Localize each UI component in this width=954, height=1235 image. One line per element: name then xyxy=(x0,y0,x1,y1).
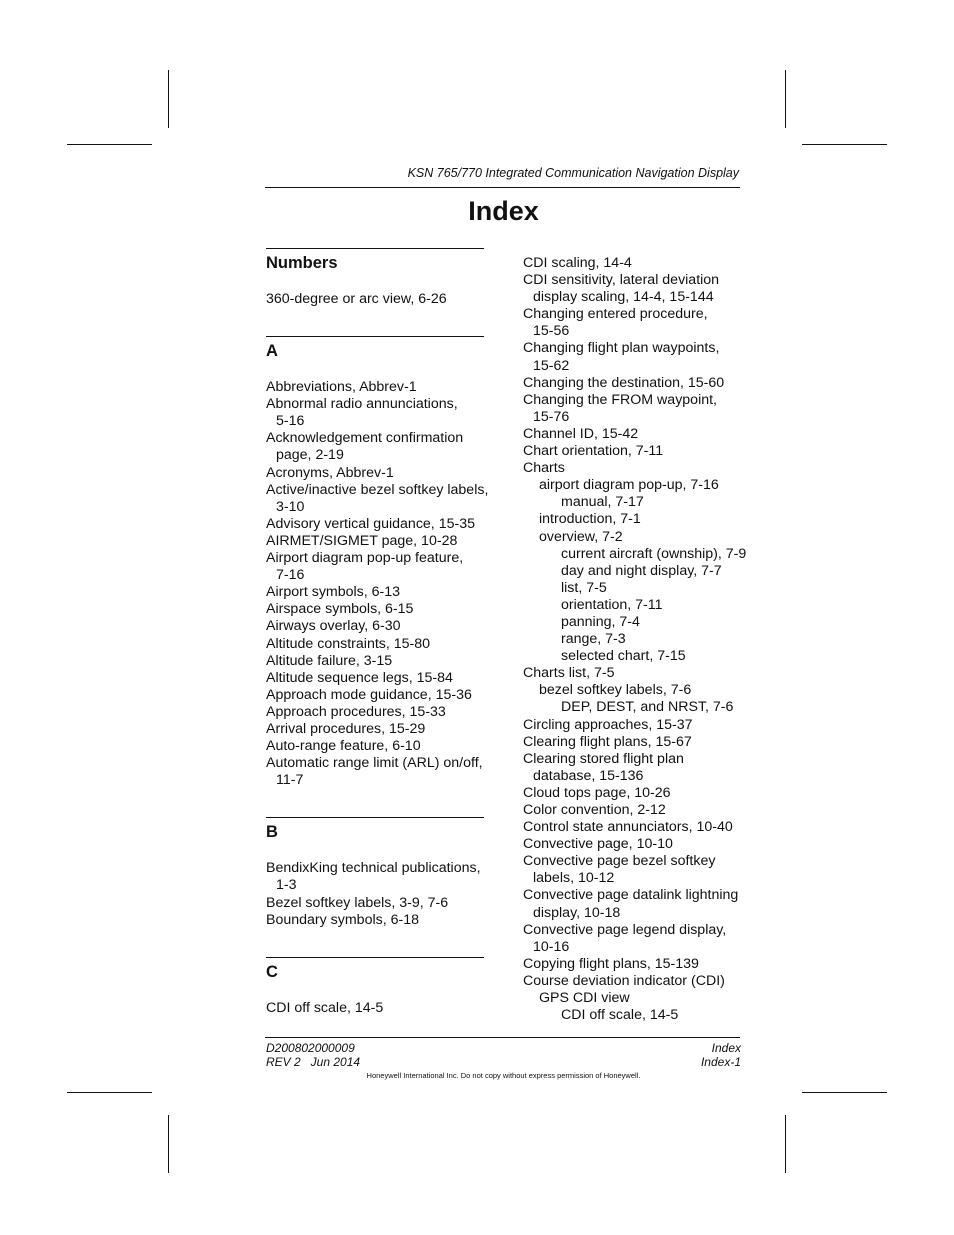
entry-line: Approach mode guidance, 15-36 xyxy=(266,686,472,703)
entry-line: display, 10-18 xyxy=(533,904,621,921)
entry-line: Charts list, 7-5 xyxy=(523,665,615,682)
entry-line: Course deviation indicator (CDI) xyxy=(523,972,725,989)
index-entry xyxy=(523,340,748,374)
entry-line: 5-16 xyxy=(276,413,305,430)
entry-line: Altitude sequence legs, 15-84 xyxy=(266,669,453,686)
index-entry xyxy=(523,922,748,956)
crop-mark xyxy=(785,70,786,128)
entry-line: Boundary symbols, 6-18 xyxy=(266,911,419,928)
index-entry xyxy=(523,819,748,836)
entry-line: Cloud tops page, 10-26 xyxy=(523,784,671,801)
index-entry xyxy=(523,785,748,802)
entry-line: Color convention, 2-12 xyxy=(523,802,666,818)
index-section xyxy=(266,817,486,928)
crop-mark xyxy=(168,70,169,128)
section-heading: Numbers xyxy=(266,254,338,272)
entry-line: 3-10 xyxy=(276,498,305,515)
copyright-notice: Honeywell International Inc. Do not copy without express permission of Honeywell. xyxy=(366,1071,641,1080)
index-section xyxy=(266,248,486,308)
index-entry xyxy=(266,721,486,738)
index-entry xyxy=(266,291,486,308)
entry-line: Changing flight plan waypoints, xyxy=(523,340,720,357)
index-entry xyxy=(523,717,748,734)
index-entry xyxy=(523,375,748,392)
running-header: KSN 765/770 Integrated Communication Navigation Display xyxy=(407,166,739,180)
entry-line: database, 15-136 xyxy=(533,767,644,784)
entry-line: GPS CDI view xyxy=(539,990,630,1007)
index-entry xyxy=(266,1000,486,1017)
index-entry xyxy=(523,255,748,272)
entry-line: Changing the destination, 15-60 xyxy=(523,374,725,391)
entry-line: display scaling, 14-4, 15-144 xyxy=(533,289,714,306)
entry-line: Airways overlay, 6-30 xyxy=(266,618,401,635)
index-right-column xyxy=(523,255,748,1024)
entry-line: BendixKing technical publications, xyxy=(266,860,481,877)
entry-line: range, 7-3 xyxy=(561,631,626,648)
entry-line: Airport symbols, 6-13 xyxy=(266,584,401,601)
entry-line: list, 7-5 xyxy=(561,579,607,596)
entry-line: CDI off scale, 14-5 xyxy=(266,999,384,1016)
entry-line: Airport diagram pop-up feature, xyxy=(266,550,464,567)
entry-line: Convective page, 10-10 xyxy=(523,836,673,853)
entry-line: Airspace symbols, 6-15 xyxy=(266,601,414,618)
index-entry xyxy=(523,751,748,785)
index-entry xyxy=(523,511,748,528)
entry-line: Bezel softkey labels, 3-9, 7-6 xyxy=(266,894,449,911)
index-entry xyxy=(266,379,486,396)
entry-line: Abbreviations, Abbrev-1 xyxy=(266,379,417,396)
entry-line: overview, 7-2 xyxy=(539,528,623,545)
entry-line: Active/inactive bezel softkey labels, xyxy=(266,481,489,498)
index-entry xyxy=(266,601,486,618)
index-entry xyxy=(523,306,748,340)
index-entry xyxy=(266,550,486,584)
index-entry xyxy=(266,396,486,430)
index-entry xyxy=(266,670,486,687)
entry-line: CDI off scale, 14-5 xyxy=(561,1007,679,1024)
entry-line: bezel softkey labels, 7-6 xyxy=(539,682,692,699)
index-entry xyxy=(523,272,748,306)
section-entries xyxy=(266,291,486,308)
section-entries xyxy=(266,1000,486,1017)
entry-line: introduction, 7-1 xyxy=(539,511,641,528)
entry-line: 1-3 xyxy=(276,877,297,894)
entry-line: 15-56 xyxy=(533,323,570,340)
index-entry xyxy=(523,973,748,990)
page-title: Index xyxy=(468,196,539,226)
index-entry xyxy=(523,802,748,819)
index-entry xyxy=(266,584,486,601)
index-entry xyxy=(266,516,486,533)
index-section xyxy=(266,336,489,789)
entry-line: page, 2-19 xyxy=(276,447,344,464)
index-entry xyxy=(523,460,748,477)
revision: REV 2 Jun 2014 xyxy=(266,1055,361,1069)
entry-line: DEP, DEST, and NRST, 7-6 xyxy=(561,699,734,716)
index-entry xyxy=(523,836,748,853)
section-entries xyxy=(266,860,486,928)
entry-line: CDI scaling, 14-4 xyxy=(523,255,632,271)
index-entry xyxy=(523,477,748,511)
crop-mark xyxy=(785,1115,786,1173)
index-entry xyxy=(523,665,748,682)
crop-mark xyxy=(168,1115,169,1173)
index-entry xyxy=(523,426,748,443)
index-entry xyxy=(266,704,486,721)
entry-line: labels, 10-12 xyxy=(533,870,615,887)
index-entry xyxy=(266,618,486,635)
index-entry xyxy=(266,860,486,894)
index-entry xyxy=(523,699,748,716)
index-entry xyxy=(523,631,748,648)
entry-line: Approach procedures, 15-33 xyxy=(266,703,446,720)
index-entry xyxy=(523,648,748,665)
entry-line: selected chart, 7-15 xyxy=(561,648,686,665)
index-entry xyxy=(266,533,486,550)
entry-line: Arrival procedures, 15-29 xyxy=(266,720,426,737)
entry-line: 11-7 xyxy=(276,772,304,789)
index-entry xyxy=(523,734,748,751)
entry-line: 15-62 xyxy=(533,357,570,374)
index-section xyxy=(266,957,486,1017)
entry-line: Auto-range feature, 6-10 xyxy=(266,738,421,755)
entry-line: AIRMET/SIGMET page, 10-28 xyxy=(266,532,458,549)
entry-line: Convective page legend display, xyxy=(523,921,727,938)
index-entry xyxy=(266,653,486,670)
index-entry xyxy=(523,614,748,631)
index-entry xyxy=(523,597,748,614)
index-entry xyxy=(523,887,748,921)
entry-line: Control state annunciators, 10-40 xyxy=(523,819,733,836)
index-entry xyxy=(266,738,486,755)
entry-line: CDI sensitivity, lateral deviation xyxy=(523,272,720,289)
footer-right xyxy=(701,1041,741,1069)
entry-line: 360-degree or arc view, 6-26 xyxy=(266,291,447,307)
crop-mark xyxy=(67,144,152,145)
entry-line: airport diagram pop-up, 7-16 xyxy=(539,477,719,494)
page-number: Index-1 xyxy=(700,1055,741,1069)
index-entry xyxy=(266,430,486,464)
section-heading: B xyxy=(266,823,278,842)
entry-line: Charts xyxy=(523,460,565,477)
entry-line: Acronyms, Abbrev-1 xyxy=(266,464,394,481)
entry-line: 15-76 xyxy=(533,408,570,425)
entry-line: 10-16 xyxy=(533,938,570,955)
section-rule xyxy=(266,248,484,249)
index-entry xyxy=(523,853,748,887)
entry-line: Changing the FROM waypoint, xyxy=(523,391,717,408)
entry-line: Acknowledgement confirmation xyxy=(266,430,464,447)
entry-line: day and night display, 7-7 xyxy=(561,562,722,579)
crop-mark xyxy=(802,1092,887,1093)
index-entry xyxy=(266,636,486,653)
section-rule xyxy=(266,957,484,958)
doc-number: D200802000009 xyxy=(266,1041,355,1055)
index-entry xyxy=(523,1007,748,1024)
entry-line: Copying flight plans, 15-139 xyxy=(523,955,699,972)
crop-mark xyxy=(802,144,887,145)
index-entry xyxy=(266,755,486,789)
index-left-column xyxy=(266,248,489,1017)
entry-line: Clearing stored flight plan xyxy=(523,750,684,767)
footer-rule xyxy=(265,1037,740,1038)
entry-line: Altitude constraints, 15-80 xyxy=(266,635,431,652)
header-rule xyxy=(265,187,740,188)
index-entry xyxy=(523,682,748,699)
index-entry xyxy=(523,956,748,973)
index-entry xyxy=(523,392,748,426)
entry-line: Clearing flight plans, 15-67 xyxy=(523,733,692,750)
section-heading: C xyxy=(266,962,278,981)
entry-line: panning, 7-4 xyxy=(561,613,640,630)
section-heading: A xyxy=(266,342,278,361)
section-entries xyxy=(266,379,489,789)
index-entry xyxy=(523,529,748,546)
entry-line: orientation, 7-11 xyxy=(561,596,663,613)
entry-line: Abnormal radio annunciations, xyxy=(266,396,458,413)
entry-line: 7-16 xyxy=(276,567,305,584)
index-entry xyxy=(266,465,486,482)
entry-line: manual, 7-17 xyxy=(561,494,644,511)
footer-left xyxy=(266,1041,360,1069)
section-rule xyxy=(266,817,484,818)
crop-mark xyxy=(67,1092,152,1093)
entry-line: Changing entered procedure, xyxy=(523,306,708,323)
index-entry xyxy=(523,563,748,580)
index-entry xyxy=(523,443,748,460)
entry-line: Advisory vertical guidance, 15-35 xyxy=(266,515,475,532)
entry-line: Convective page bezel softkey xyxy=(523,853,716,870)
entry-line: Circling approaches, 15-37 xyxy=(523,716,693,733)
entry-line: Channel ID, 15-42 xyxy=(523,425,639,442)
index-entry xyxy=(523,990,748,1007)
section-rule xyxy=(266,336,484,337)
entry-line: Chart orientation, 7-11 xyxy=(523,443,664,460)
index-entry xyxy=(266,912,486,929)
index-entry xyxy=(523,580,748,597)
index-entry xyxy=(523,546,748,563)
entry-line: Altitude failure, 3-15 xyxy=(266,652,393,669)
index-entry xyxy=(266,687,486,704)
index-entry xyxy=(266,481,489,516)
entry-line: Automatic range limit (ARL) on/off, xyxy=(266,755,483,772)
entry-line: current aircraft (ownship), 7-9 xyxy=(561,545,747,562)
entry-line: Convective page datalink lightning xyxy=(523,887,739,904)
section-label: Index xyxy=(711,1041,741,1055)
index-entry xyxy=(266,895,486,912)
